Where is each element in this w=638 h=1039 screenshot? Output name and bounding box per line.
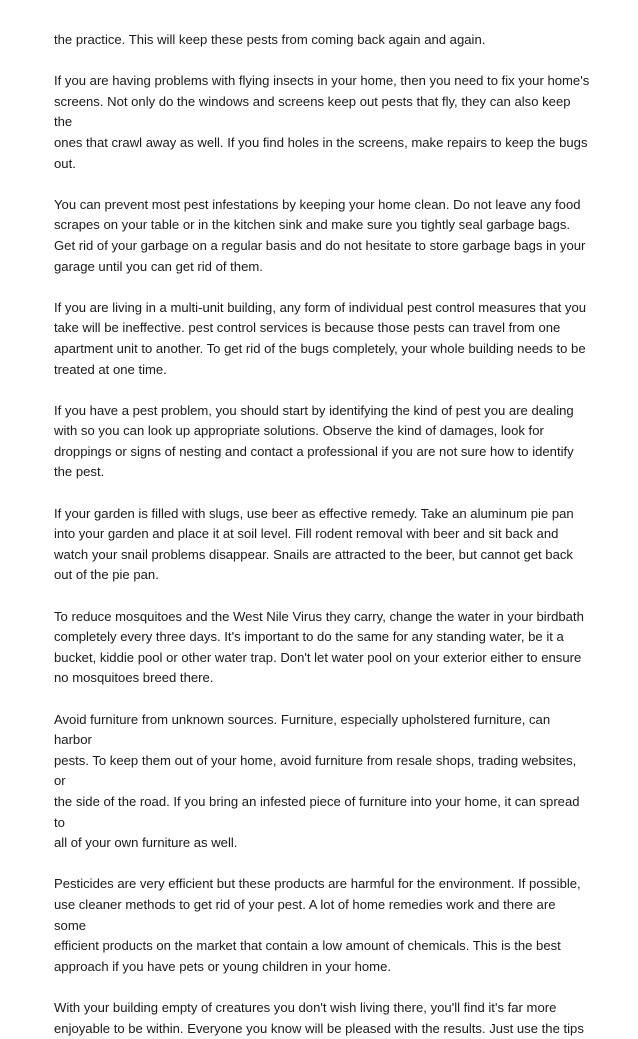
paragraph-closing: With your building empty of creatures you don't wish living there, you'll find it's far more enjoyable to be within. Everyone you know will be pleased with the results. Just use the tips xyxy=(54,999,584,1036)
paragraph-keep-home-clean: You can prevent most pest infestations by keeping your home clean. Do not leave any food scrapes on your table or in the kitchen sink and make sure you tightly seal garbage bags. Get rid of your garbage on a regular basis and do not hesitate to store garbage bags in your garage until you can get rid of them. xyxy=(54,196,586,274)
paragraph-flying-insects: If you are having problems with flying insects in your home, then you need to fix your home's screens. Not only do the windows and screens keep out pests that fly, they can also keep the ones that crawl away as well. If you find holes in the screens, make repairs to keep the bugs out. xyxy=(54,73,590,171)
paragraph-continuation: the practice. This will keep these pests from coming back again and again. xyxy=(54,32,486,47)
paragraph-multi-unit-building: If you are living in a multi-unit building, any form of individual pest control measures that you take will be ineffective. pest control services is because those pests can travel from one apartment unit to another. To get rid of the bugs completely, your whole building needs to be treated at one time. xyxy=(54,299,587,377)
paragraph-pesticides: Pesticides are very efficient but these products are harmful for the environment. If possible, use cleaner methods to get rid of your pest. A lot of home remedies work and there are some efficient products on the market that contain a low amount of chemicals. This is the best approach if you have pets or young children in your home. xyxy=(54,876,581,974)
paragraph-mosquitoes: To reduce mosquitoes and the West Nile Virus they carry, change the water in your birdbath completely every three days. It's important to do the same for any standing water, be it a bucket, kiddie pool or other water trap. Don't let water pool on your exterior either to ensure no mosquitoes breed there. xyxy=(54,608,584,686)
paragraph-garden-slugs: If your garden is filled with slugs, use beer as effective remedy. Take an aluminum pie pan into your garden and place it at soil level. Fill rodent removal with beer and sit back and watch your snail problems disappear. Snails are attracted to the beer, but cannot get back out of the pie pan. xyxy=(54,505,574,583)
document-page xyxy=(54,30,590,1039)
paragraph-avoid-furniture: Avoid furniture from unknown sources. Furniture, especially upholstered furniture, can harbor pests. To keep them out of your home, avoid furniture from resale shops, trading websites, or the side of the road. If you bring an infested piece of furniture into your home, it can spread to all of your own furniture as well. xyxy=(54,711,580,851)
paragraph-identify-pest: If you have a pest problem, you should start by identifying the kind of pest you are dealing with so you can look up appropriate solutions. Observe the kind of damages, look for droppings or signs of nesting and contact a professional if you are not sure how to identify the pest. xyxy=(54,402,574,480)
